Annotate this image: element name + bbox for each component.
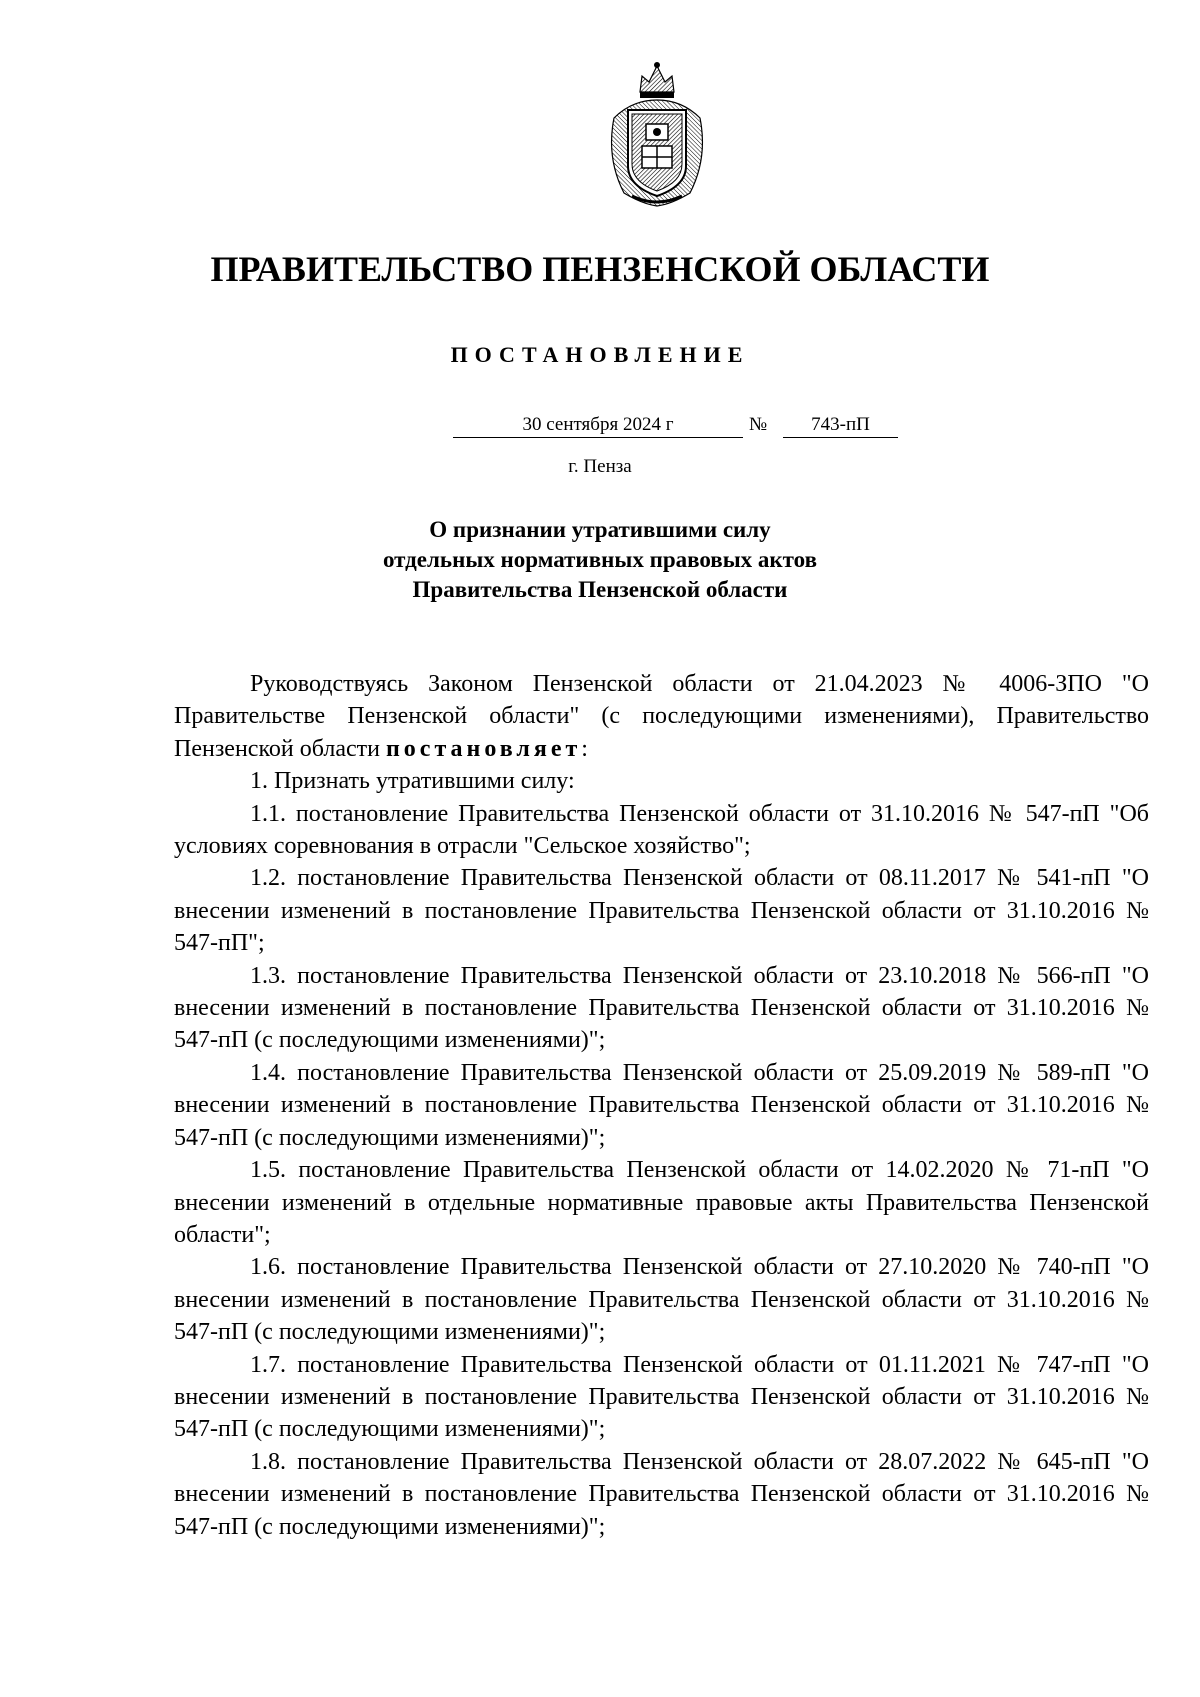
document-subject — [0, 515, 1200, 605]
preamble-colon: : — [581, 735, 588, 762]
list-item: 1.7. постановление Правительства Пензенской области от 01.11.2021 № 747-пП "О внесении изменений в постановление Правительства Пензенской области от 31.10.2016 № 547-пП (с последующими изменениями)"; — [174, 1351, 1149, 1443]
government-title: ПРАВИТЕЛЬСТВО ПЕНЗЕНСКОЙ ОБЛАСТИ — [210, 249, 990, 289]
document-date: 30 сентября 2024 г — [453, 413, 743, 438]
document-body — [174, 668, 1149, 1543]
document-type: ПОСТАНОВЛЕНИЕ — [450, 342, 750, 367]
list-item: 1.4. постановление Правительства Пензенской области от 25.09.2019 № 589-пП "О внесении изменений в постановление Правительства Пензенской области от 31.10.2016 № 547-пП (с последующими изменениями)"; — [174, 1059, 1149, 1151]
list-item: 1.3. постановление Правительства Пензенской области от 23.10.2018 № 566-пП "О внесении изменений в постановление Правительства Пензенской области от 31.10.2016 № 547-пП (с последующими изменениями)"; — [174, 962, 1149, 1054]
subject-line: отдельных нормативных правовых актов — [382, 547, 818, 572]
number-sign: № — [749, 414, 768, 435]
preamble-paragraph — [174, 668, 1149, 765]
coat-of-arms-icon — [602, 58, 712, 208]
date-number-line — [453, 413, 898, 443]
list-item: 1.6. постановление Правительства Пензенской области от 27.10.2020 № 740-пП "О внесении изменений в постановление Правительства Пензенской области от 31.10.2016 № 547-пП (с последующими изменениями)"; — [174, 1254, 1149, 1346]
list-item: 1. Признать утратившими силу: — [250, 768, 575, 795]
decree-word: постановляет — [385, 735, 582, 762]
list-item: 1.5. постановление Правительства Пензенской области от 14.02.2020 № 71-пП "О внесении изменений в отдельные нормативные правовые акты Правительства Пензенской области"; — [174, 1157, 1149, 1248]
subject-line: Правительства Пензенской области — [412, 577, 788, 602]
list-item: 1.2. постановление Правительства Пензенской области от 08.11.2017 № 541-пП "О внесении изменений в постановление Правительства Пензенской области от 31.10.2016 № 547-пП"; — [174, 865, 1149, 957]
subject-line: О признании утратившими силу — [429, 517, 771, 542]
city: г. Пенза — [568, 456, 632, 477]
list-item: 1.1. постановление Правительства Пензенской области от 31.10.2016 № 547-пП "Об условиях соревнования в отрасли "Сельское хозяйство"; — [174, 800, 1149, 860]
list-item: 1.8. постановление Правительства Пензенской области от 28.07.2022 № 645-пП "О внесении изменений в постановление Правительства Пензенской области от 31.10.2016 № 547-пП (с последующими изменениями)"; — [174, 1448, 1149, 1540]
preamble-text: Руководствуясь Законом Пензенской области от 21.04.2023 № 4006-ЗПО "О Правительстве Пензенской области" (с последующими изменениями), Правительство Пензенской области — [174, 671, 1149, 762]
document-number: 743-пП — [783, 413, 898, 438]
